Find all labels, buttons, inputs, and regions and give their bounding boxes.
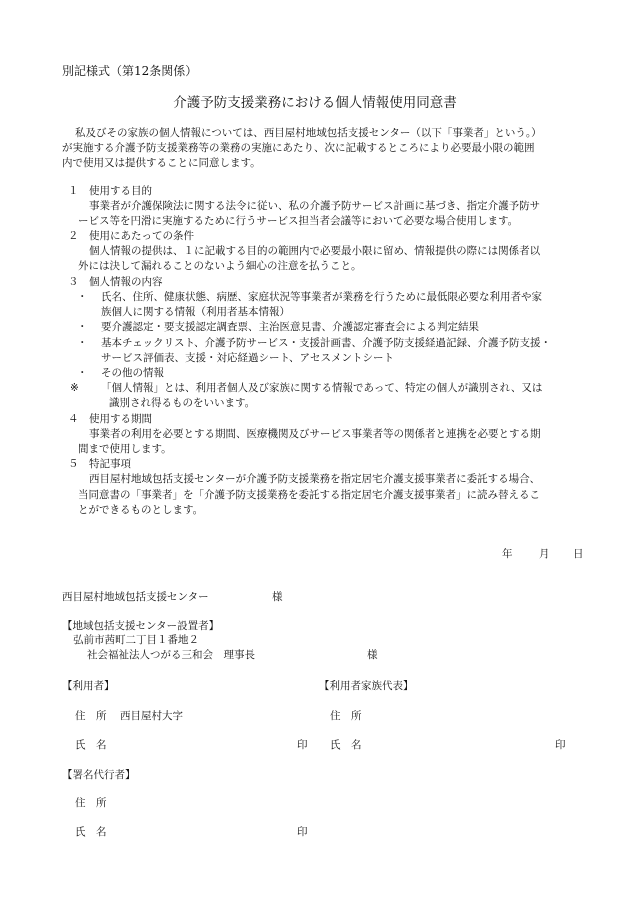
bullet-mark: ・ <box>77 337 88 349</box>
bullet-mark: ・ <box>77 367 88 379</box>
section-2-line-1: 個人情報の提供は、１に記載する目的の範囲内で必要最小限に留め、情報提供の際には関係者以 <box>89 245 541 257</box>
section-5-line-3: とができるものとします。 <box>78 504 204 516</box>
proxy-seal: 印 <box>297 826 308 838</box>
section-4-heading: ４ 使用する期間 <box>68 413 152 425</box>
section-2-line-2: 外には決して漏れることのないよう細心の注意を払うこと。 <box>78 260 362 272</box>
date-year: 年 <box>502 548 513 560</box>
section-1-heading: １ 使用する目的 <box>68 185 152 197</box>
section-5-line-1: 西目屋村地域包括支援センターが介護予防支援業務を指定居宅介護支援事業者に委託する場合、 <box>89 473 541 485</box>
family-address-label: 住 所 <box>330 710 362 722</box>
proxy-address-label: 住 所 <box>75 797 107 809</box>
family-seal: 印 <box>555 739 566 751</box>
bullet-mark: ・ <box>77 291 88 303</box>
establisher-address: 弘前市茜町二丁目１番地２ <box>73 634 199 646</box>
bullet-mark: ・ <box>77 321 88 333</box>
bullet-1-line-2: 族個人に関する情報（利用者基本情報） <box>101 306 290 318</box>
note-line-2: 識別され得るものをいいます。 <box>109 397 256 409</box>
establisher-heading: 【地域包括支援センター設置者】 <box>62 620 220 632</box>
proxy-heading: 【署名代行者】 <box>62 769 136 781</box>
bullet-3-line-1: 基本チェックリスト、介護予防サービス・支援計画書、介護予防支援経過記録、介護予防支援・ <box>101 337 552 349</box>
section-2-heading: ２ 使用にあたっての条件 <box>68 230 194 242</box>
intro-line-1: 私及びその家族の個人情報については、西目屋村地域包括支援センター（以下「事業者」という。） <box>75 127 542 139</box>
document-title: 介護予防支援業務における個人情報使用同意書 <box>173 95 457 111</box>
bullet-2-line-1: 要介護認定・要支援認定調査票、主治医意見書、介護認定審査会による判定結果 <box>101 321 479 333</box>
section-1-line-1: 事業者が介護保険法に関する法令に従い、私の介護予防サービス計画に基づき、指定介護予防サ <box>89 200 541 212</box>
establisher-sama: 様 <box>367 649 378 661</box>
intro-line-2: が実施する介護予防支援業務等の業務の実施にあたり、次に記載するところにより必要最小限の範囲 <box>62 142 535 154</box>
note-mark: ※ <box>70 382 79 394</box>
user-name-label: 氏 名 <box>75 739 107 751</box>
section-1-line-2: ービス等を円滑に実施するために行うサービス担当者会議等において必要な場合使用します。 <box>78 215 519 227</box>
addressee-name: 西目屋村地域包括支援センター <box>62 591 209 603</box>
section-3-heading: ３ 個人情報の内容 <box>68 276 163 288</box>
bullet-4-line-1: その他の情報 <box>101 367 164 379</box>
user-seal: 印 <box>297 739 308 751</box>
addressee-sama: 様 <box>272 591 283 603</box>
section-4-line-1: 事業者の利用を必要とする期間、医療機関及びサービス事業者等の関係者と連携を必要とする期 <box>89 428 541 440</box>
proxy-name-label: 氏 名 <box>75 826 107 838</box>
bullet-1-line-1: 氏名、住所、健康状態、病歴、家庭状況等事業者が業務を行うために最低限必要な利用者や家 <box>101 291 542 303</box>
user-address-value: 西目屋村大字 <box>120 710 183 722</box>
bullet-3-line-2: サービス評価表、支援・対応経過シート、アセスメントシート <box>101 352 394 364</box>
section-4-line-2: 間まで使用します。 <box>78 443 172 455</box>
family-heading: 【利用者家族代表】 <box>319 680 414 692</box>
date-month: 月 <box>539 548 550 560</box>
user-address-label: 住 所 <box>75 710 107 722</box>
user-heading: 【利用者】 <box>62 680 115 692</box>
section-5-line-2: 当同意書の「事業者」を「介護予防支援業務を委託する指定居宅介護支援事業者」に読み替えるこ <box>78 489 540 501</box>
form-label: 別記様式（第12条関係） <box>62 64 198 78</box>
note-line-1: 「個人情報」とは、利用者個人及び家族に関する情報であって、特定の個人が識別され、又は <box>101 382 543 394</box>
family-name-label: 氏 名 <box>330 739 362 751</box>
section-5-heading: ５ 特記事項 <box>68 458 131 470</box>
date-day: 日 <box>573 548 584 560</box>
intro-line-3: 内で使用又は提供することに同意します。 <box>62 157 261 169</box>
establisher-org: 社会福祉法人つがる三和会 理事長 <box>87 649 255 661</box>
